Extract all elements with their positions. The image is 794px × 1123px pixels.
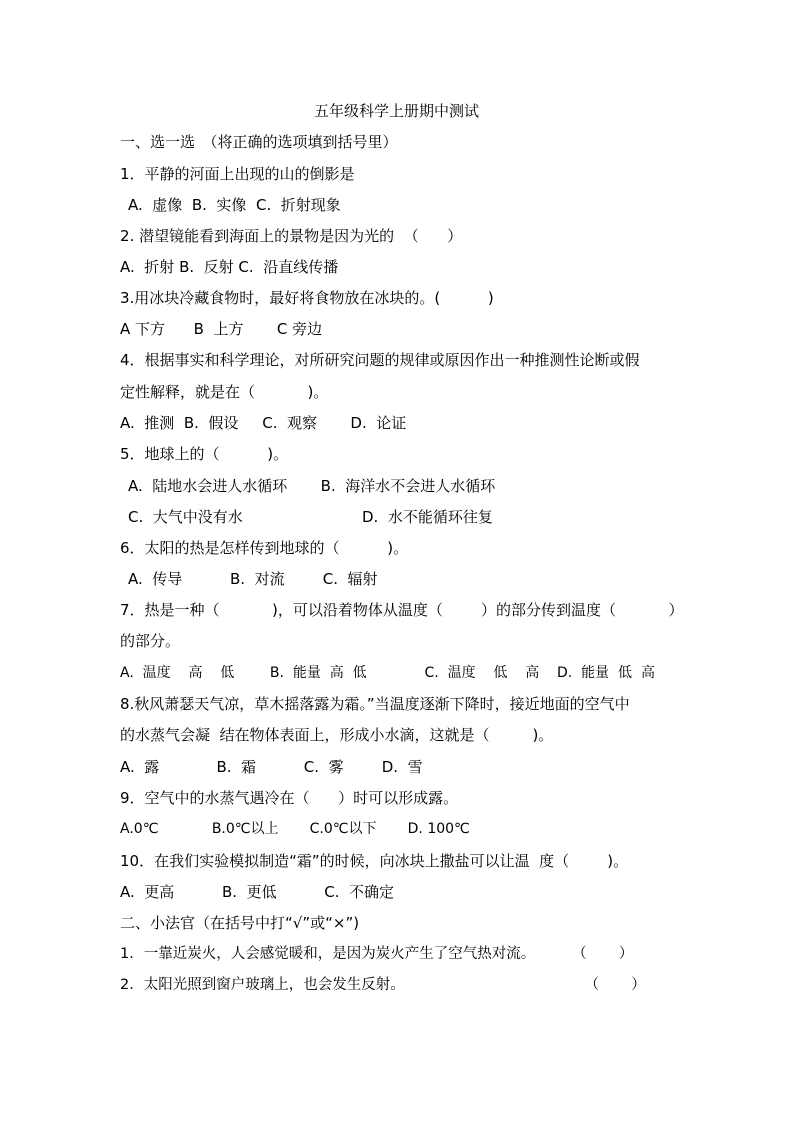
q5-options-row1: A. 陆地水会进人水循环 B. 海洋水不会进人水循环 <box>128 477 496 495</box>
q1-stem: 1．平静的河面上出现的山的倒影是 <box>120 165 355 183</box>
q10-options: A. 更高 B. 更低 C. 不确定 <box>120 883 395 901</box>
q4-stem-line1: 4．根据事实和科学理论，对所研究问题的规律或原因作出一种推测性论断或假 <box>120 351 640 369</box>
q7-options: A. 温度 高 低 B. 能量 高 低 C. 温度 低 高 D. 能量 低 高 <box>120 665 655 681</box>
q8-stem-line2: 的水蒸气会凝 结在物体表面上，形成小水滴，这就是（ )。 <box>120 726 554 744</box>
q10-stem: 10．在我们实验模拟制造“霜”的时候，向冰块上撒盐可以让温 度（ )。 <box>120 852 629 870</box>
q5-options-row2: C. 大气中没有水 D. 水不能循环往复 <box>128 508 493 526</box>
judge-q1: 1．一靠近炭火，人会感觉暖和，是因为炭火产生了空气热对流。 （ ） <box>120 946 634 962</box>
q8-stem-line1: 8.秋风萧瑟天气凉，草木摇落露为霜。”当温度逐渐下降时，接近地面的空气中 <box>120 695 630 713</box>
section2-heading: 二、小法官（在括号中打“√”或“×”) <box>120 914 360 932</box>
q4-options: A. 推测 B. 假设 C. 观察 D. 论证 <box>120 414 407 432</box>
q6-options: A. 传导 B. 对流 C. 辐射 <box>128 570 378 588</box>
section1-heading: 一、选一选 （将正确的选项填到括号里） <box>120 133 398 151</box>
q8-options: A. 露 B. 霜 C. 雾 D. 雪 <box>120 758 423 776</box>
q3-stem: 3.用冰块冷藏食物时，最好将食物放在冰块的。( ) <box>120 289 494 307</box>
q2-options: A. 折射 B. 反射 C. 沿直线传播 <box>120 258 339 276</box>
q7-stem-line2: 的部分。 <box>120 632 181 650</box>
q2-stem: 2. 潜望镜能看到海面上的景物是因为光的 （ ） <box>120 227 463 245</box>
q9-options: A.0℃ B.0℃以上 C.0℃以下 D. 100℃ <box>120 821 470 837</box>
q7-stem-line1: 7．热是一种（ )，可以沿着物体从温度（ ）的部分传到温度（ ） <box>120 601 684 619</box>
q9-stem: 9．空气中的水蒸气遇冷在（ ）时可以形成露。 <box>120 789 459 807</box>
page-title: 五年级科学上册期中测试 <box>314 102 480 120</box>
q3-options: A 下方 B 上方 C 旁边 <box>120 320 323 338</box>
judge-q2: 2．太阳光照到窗户玻璃上，也会发生反射。 （ ） <box>120 977 646 993</box>
q6-stem: 6．太阳的热是怎样传到地球的（ )。 <box>120 539 409 557</box>
q1-options: A. 虚像 B. 实像 C. 折射现象 <box>128 196 341 214</box>
q4-stem-line2: 定性解释，就是在（ )。 <box>120 383 329 401</box>
q5-stem: 5．地球上的（ )。 <box>120 445 289 463</box>
